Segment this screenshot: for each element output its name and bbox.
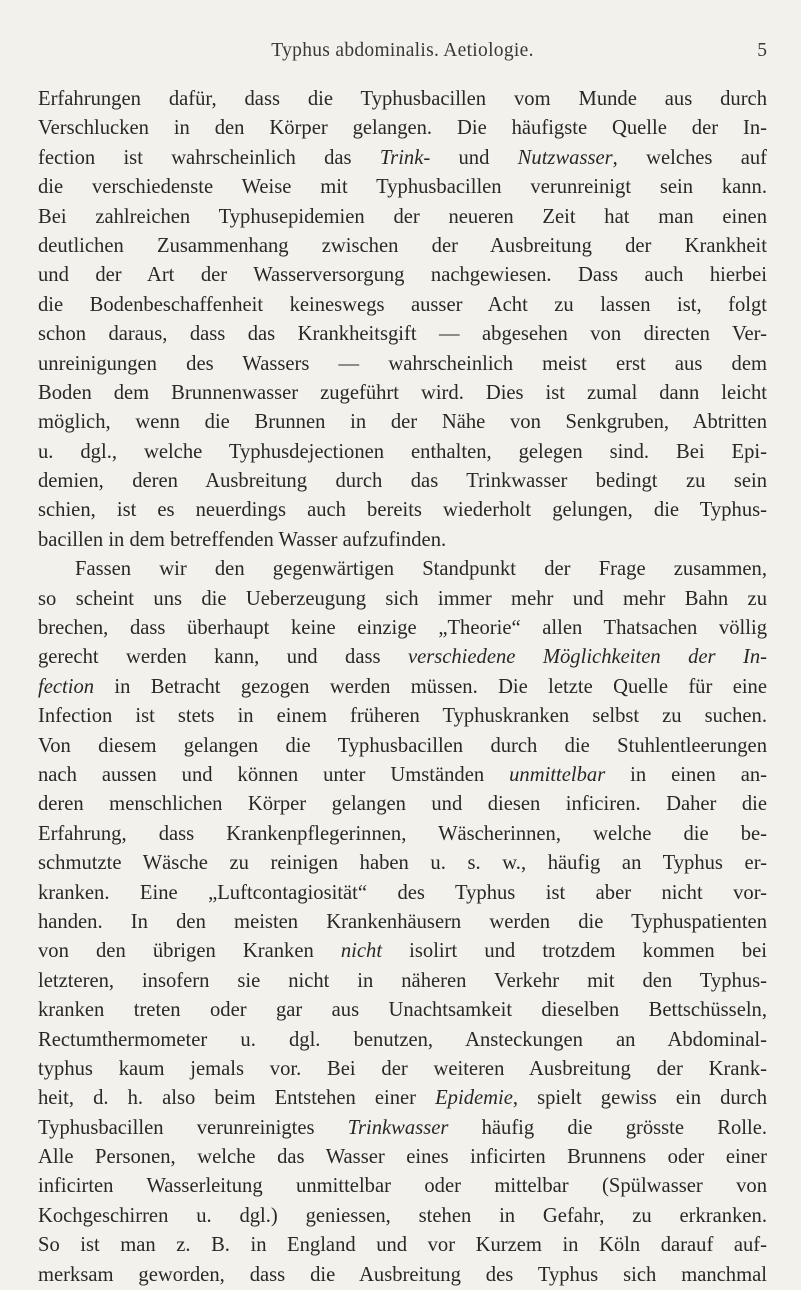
text-run: Verschlucken in den Körper gelangen. Die häufigste Quelle der In- (38, 117, 767, 140)
text-run: brechen, dass überhaupt keine einzige „Theorie“ allen Thatsachen völlig (38, 617, 767, 640)
text-run: typhus kaum jemals vor. Bei der weiteren Ausbreitung der Krank- (38, 1057, 767, 1080)
text-line (38, 261, 767, 290)
text-run: und der Art der Wasserversorgung nachgewiesen. Dass auch hierbei (38, 264, 767, 287)
text-line (38, 526, 767, 555)
italic-text: nicht (340, 940, 383, 963)
text-run: kranken. Eine „Luftcontagiosität“ des Typhus ist aber nicht vor- (38, 881, 767, 904)
text-run: Bei zahlreichen Typhusepidemien der neueren Zeit hat man einen (38, 205, 767, 228)
paragraph (38, 85, 767, 555)
text-run: inficirten Wasserleitung unmittelbar oder mittelbar (Spülwasser von (38, 1175, 767, 1198)
body-text (38, 85, 767, 1290)
text-run: letzteren, insofern sie nicht in näheren Verkehr mit den Typhus- (38, 969, 767, 992)
text-run: schien, ist es neuerdings auch bereits wiederholt gelungen, die Typhus- (38, 499, 767, 522)
text-run: Boden dem Brunnenwasser zugeführt wird. Dies ist zumal dann leicht (38, 381, 767, 404)
text-run: u. dgl., welche Typhusdejectionen enthalten, gelegen sind. Bei Epi- (38, 440, 767, 463)
text-line (38, 643, 767, 672)
text-run: Typhusbacillen verunreinigtes (38, 1116, 348, 1139)
text-line (38, 203, 767, 232)
text-line (38, 1172, 767, 1201)
text-line (38, 937, 767, 966)
running-head (38, 40, 767, 66)
text-run: in einen an- (605, 763, 768, 786)
text-line (38, 879, 767, 908)
page-number: 5 (757, 40, 767, 61)
text-run: Erfahrungen dafür, dass die Typhusbacillen vom Munde aus durch (38, 88, 767, 110)
text-run: die verschiedenste Weise mit Typhusbacillen verunreinigt sein kann. (38, 176, 767, 199)
text-run: von den übrigen Kranken (38, 940, 341, 963)
text-run: und (430, 146, 518, 169)
text-run: fection ist wahrscheinlich das (38, 146, 380, 169)
text-run: gerecht werden kann, und dass (38, 646, 408, 669)
paragraph (38, 555, 767, 1290)
text-run: Fassen wir den gegenwärtigen Standpunkt der Frage zusammen, (75, 558, 767, 581)
text-run: Alle Personen, welche das Wasser eines inficirten Brunnens oder einer (38, 1146, 767, 1169)
italic-text: verschiedene Möglichkeiten der In- (407, 646, 767, 669)
text-run: möglich, wenn die Brunnen in der Nähe von Senkgruben, Abtritten (38, 411, 767, 434)
text-line (38, 408, 767, 437)
italic-text: unmittelbar (509, 763, 606, 786)
text-run: schon daraus, dass das Krankheitsgift — abgesehen von directen Ver- (38, 323, 767, 346)
text-line (38, 555, 767, 584)
text-line (38, 967, 767, 996)
text-run: nach aussen und können unter Umständen (38, 763, 510, 786)
text-line (38, 144, 767, 173)
text-run: , spielt gewiss ein durch (512, 1087, 768, 1110)
text-line (38, 761, 767, 790)
text-line (38, 173, 767, 202)
text-line (38, 790, 767, 819)
text-line (38, 908, 767, 937)
text-line (38, 496, 767, 525)
text-line (38, 849, 767, 878)
running-title: Typhus abdominalis. Aetiologie. (271, 40, 534, 61)
text-line (38, 467, 767, 496)
italic-text: fection (38, 675, 95, 698)
text-run: demien, deren Ausbreitung durch das Trinkwasser bedingt zu sein (38, 470, 767, 493)
text-line (38, 114, 767, 143)
text-line (38, 1026, 767, 1055)
text-line (38, 291, 767, 320)
text-run: Kochgeschirren u. dgl.) geniessen, stehen in Gefahr, zu erkranken. (38, 1204, 767, 1227)
text-run: häufig die grösste Rolle. (448, 1116, 767, 1139)
text-line (38, 1114, 767, 1143)
text-line (38, 1084, 767, 1113)
italic-text: Epidemie (435, 1087, 513, 1110)
text-run: heit, d. h. also beim Entstehen einer (38, 1087, 436, 1110)
text-line (38, 702, 767, 731)
text-line (38, 85, 767, 114)
text-line (38, 1231, 767, 1260)
text-run: Infection ist stets in einem früheren Typhuskranken selbst zu suchen. (38, 705, 767, 728)
text-run: kranken treten oder gar aus Unachtsamkeit dieselben Bettschüsseln, (38, 999, 767, 1022)
text-run: bacillen in dem betreffenden Wasser aufzufinden. (38, 528, 447, 551)
text-line (38, 1055, 767, 1084)
text-run: unreinigungen des Wassers — wahrscheinlich meist erst aus dem (38, 352, 767, 375)
text-run: deren menschlichen Körper gelangen und diesen inficiren. Daher die (38, 793, 767, 816)
text-run: deutlichen Zusammenhang zwischen der Ausbreitung der Krankheit (38, 234, 767, 257)
text-line (38, 320, 767, 349)
text-line (38, 1202, 767, 1231)
text-line (38, 673, 767, 702)
text-run: , welches auf (612, 146, 767, 169)
text-line (38, 379, 767, 408)
text-run: So ist man z. B. in England und vor Kurzem in Köln darauf auf- (38, 1234, 767, 1257)
text-line (38, 1143, 767, 1172)
text-run: so scheint uns die Ueberzeugung sich immer mehr und mehr Bahn zu (38, 587, 767, 610)
text-line (38, 996, 767, 1025)
text-line (38, 350, 767, 379)
text-run: schmutzte Wäsche zu reinigen haben u. s. w., häufig an Typhus er- (38, 852, 767, 875)
text-line (38, 1261, 767, 1290)
text-run: merksam geworden, dass die Ausbreitung des Typhus sich manchmal (38, 1263, 767, 1286)
text-line (38, 820, 767, 849)
italic-text: Trink- (379, 146, 431, 169)
text-run: isolirt und trotzdem kommen bei (382, 940, 767, 963)
italic-text: Nutzwasser (517, 146, 613, 169)
text-run: Von diesem gelangen die Typhusbacillen durch die Stuhlentleerungen (38, 734, 767, 757)
text-run: Erfahrung, dass Krankenpflegerinnen, Wäscherinnen, welche die be- (38, 822, 767, 845)
text-line (38, 438, 767, 467)
text-run: handen. In den meisten Krankenhäusern werden die Typhuspatienten (38, 910, 767, 933)
text-line (38, 232, 767, 261)
italic-text: Trinkwasser (347, 1116, 449, 1139)
text-run: in Betracht gezogen werden müssen. Die letzte Quelle für eine (94, 675, 767, 698)
text-run: die Bodenbeschaffenheit keineswegs ausser Acht zu lassen ist, folgt (38, 293, 767, 316)
text-line (38, 585, 767, 614)
text-line (38, 732, 767, 761)
text-run: Rectumthermometer u. dgl. benutzen, Ansteckungen an Abdominal- (38, 1028, 767, 1051)
text-line (38, 614, 767, 643)
